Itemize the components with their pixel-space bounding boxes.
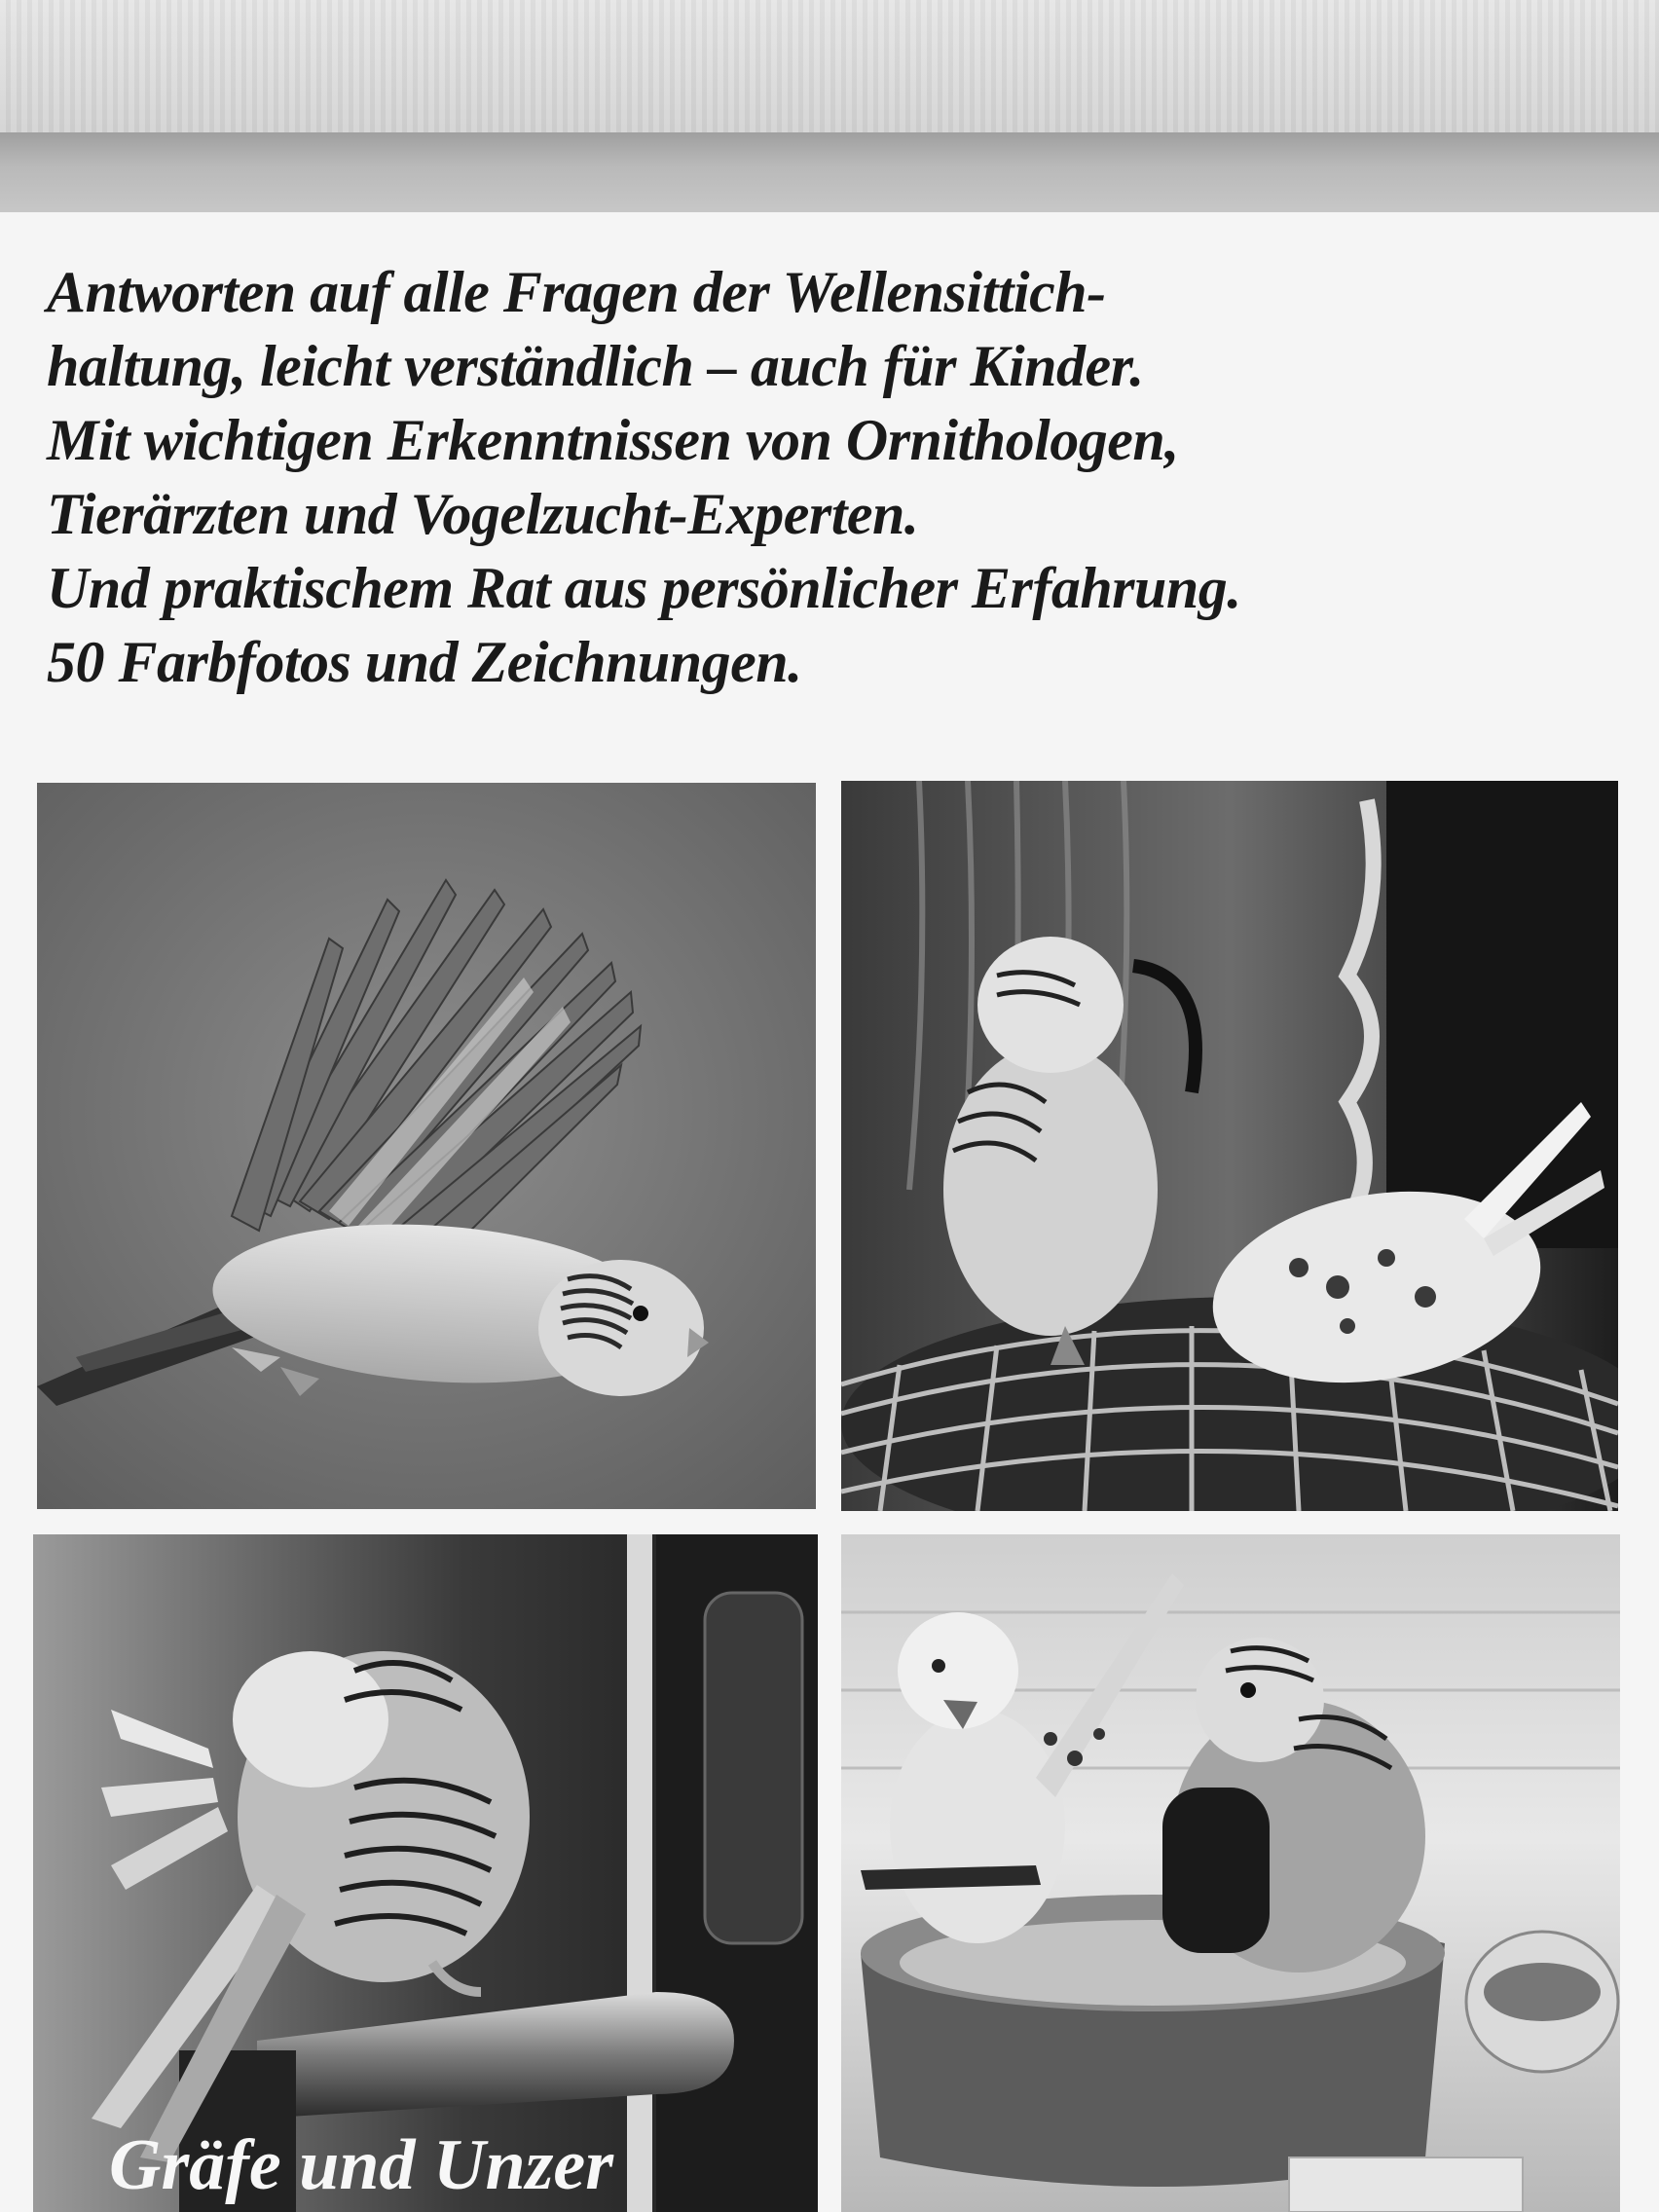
budgerigars-on-cage-icon <box>841 781 1618 1511</box>
flying-budgerigar-photo <box>37 783 816 1509</box>
two-budgerigars-on-cage-photo <box>841 781 1618 1511</box>
two-budgerigars-at-water-bowl-photo <box>841 1534 1620 2212</box>
budgerigars-at-bowl-icon <box>841 1534 1620 2212</box>
publisher-name: Gräfe und Unzer <box>109 2125 614 2205</box>
blurb-line: 50 Farbfotos und Zeichnungen. <box>47 630 802 694</box>
preening-budgerigar-on-door-handle-photo <box>33 1534 818 2212</box>
blurb-line: Und praktischem Rat aus persönlicher Erfahrung. <box>47 556 1241 620</box>
preening-budgerigar-icon <box>33 1534 818 2212</box>
page-edge-shadow <box>0 132 1659 216</box>
blurb-line: Tierärzten und Vogelzucht-Experten. <box>47 482 919 546</box>
blurb-line: Mit wichtigen Erkenntnissen von Ornithologen, <box>47 408 1179 472</box>
cover-blurb <box>47 255 1634 699</box>
flying-budgerigar-icon <box>37 783 816 1509</box>
table-surface <box>0 0 1659 136</box>
blurb-line: Antworten auf alle Fragen der Wellensittich- <box>47 260 1106 324</box>
blurb-line: haltung, leicht verständlich – auch für Kinder. <box>47 334 1144 398</box>
